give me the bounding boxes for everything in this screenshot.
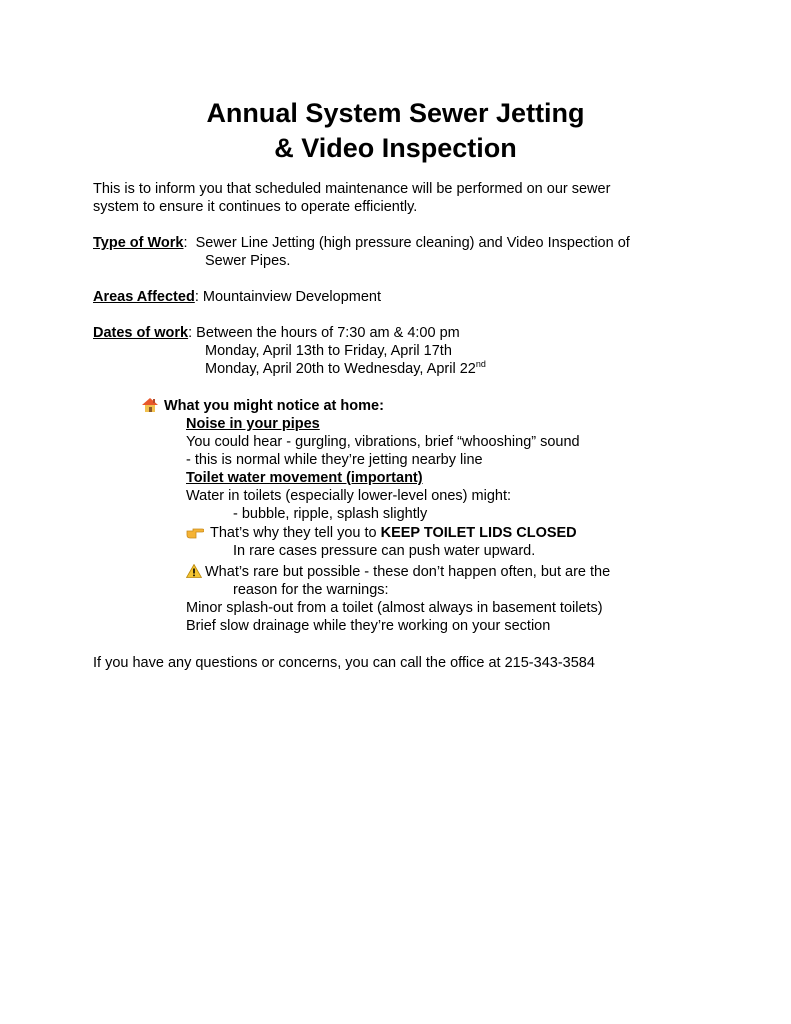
type-of-work-text: Sewer Line Jetting (high pressure cleaning) and Video Inspection of [195,235,630,251]
toilet-line-2: - bubble, ripple, splash slightly [233,506,428,522]
toilet-keep-line [186,524,577,544]
pointing-hand-icon [186,526,204,544]
noise-heading: Noise in your pipes [186,416,320,432]
dates-of-work-line-3-sup: nd [475,359,486,370]
rare-line-4: Brief slow drainage while they’re working on your section [186,618,551,634]
dates-of-work-line-2: Monday, April 13th to Friday, April 17th [205,343,452,359]
areas-affected-line [93,288,381,306]
rare-line-1 [186,563,610,583]
type-of-work-line-2: Sewer Pipes. [205,253,291,269]
dates-of-work-label: Dates of work [93,325,189,341]
areas-affected-label: Areas Affected [93,289,195,305]
closing-line: If you have any questions or concerns, you can call the office at 215-343-3584 [93,655,595,671]
toilet-keep-prefix: That’s why they tell you to [210,525,381,541]
noise-line-2: - this is normal while they’re jetting nearby line [186,452,483,468]
rare-line-2: reason for the warnings: [233,582,389,598]
title-line-1: Annual System Sewer Jetting [206,98,585,128]
warning-icon [186,564,202,583]
toilet-line-4: In rare cases pressure can push water upward. [233,543,536,559]
intro-line-2: system to ensure it continues to operate efficiently. [93,199,418,215]
type-of-work-line [93,234,630,252]
dates-of-work-line-3 [205,360,486,378]
type-of-work-sep: : [183,235,188,251]
dates-of-work-line-3-text: Monday, April 20th to Wednesday, April 22 [205,361,476,377]
keep-lids-closed-text: KEEP TOILET LIDS CLOSED [380,525,577,541]
noise-line-1: You could hear - gurgling, vibrations, brief “whooshing” sound [186,434,580,450]
notice-heading: What you might notice at home: [164,398,384,414]
toilet-line-1: Water in toilets (especially lower-level ones) might: [186,488,512,504]
dates-of-work-line [93,324,460,342]
type-of-work-label: Type of Work [93,235,184,251]
intro-line-1: This is to inform you that scheduled maintenance will be performed on our sewer [93,181,611,197]
rare-line-3: Minor splash-out from a toilet (almost always in basement toilets) [186,600,603,616]
dates-of-work-hours: : Between the hours of 7:30 am & 4:00 pm [188,325,460,341]
toilet-heading: Toilet water movement (important) [186,470,423,486]
areas-affected-value: : Mountainview Development [194,289,381,305]
title-line-2: & Video Inspection [274,133,517,163]
notice-heading-line [142,397,384,417]
rare-line-1-text: What’s rare but possible - these don’t happen often, but are the [205,564,611,580]
house-icon [142,397,158,417]
